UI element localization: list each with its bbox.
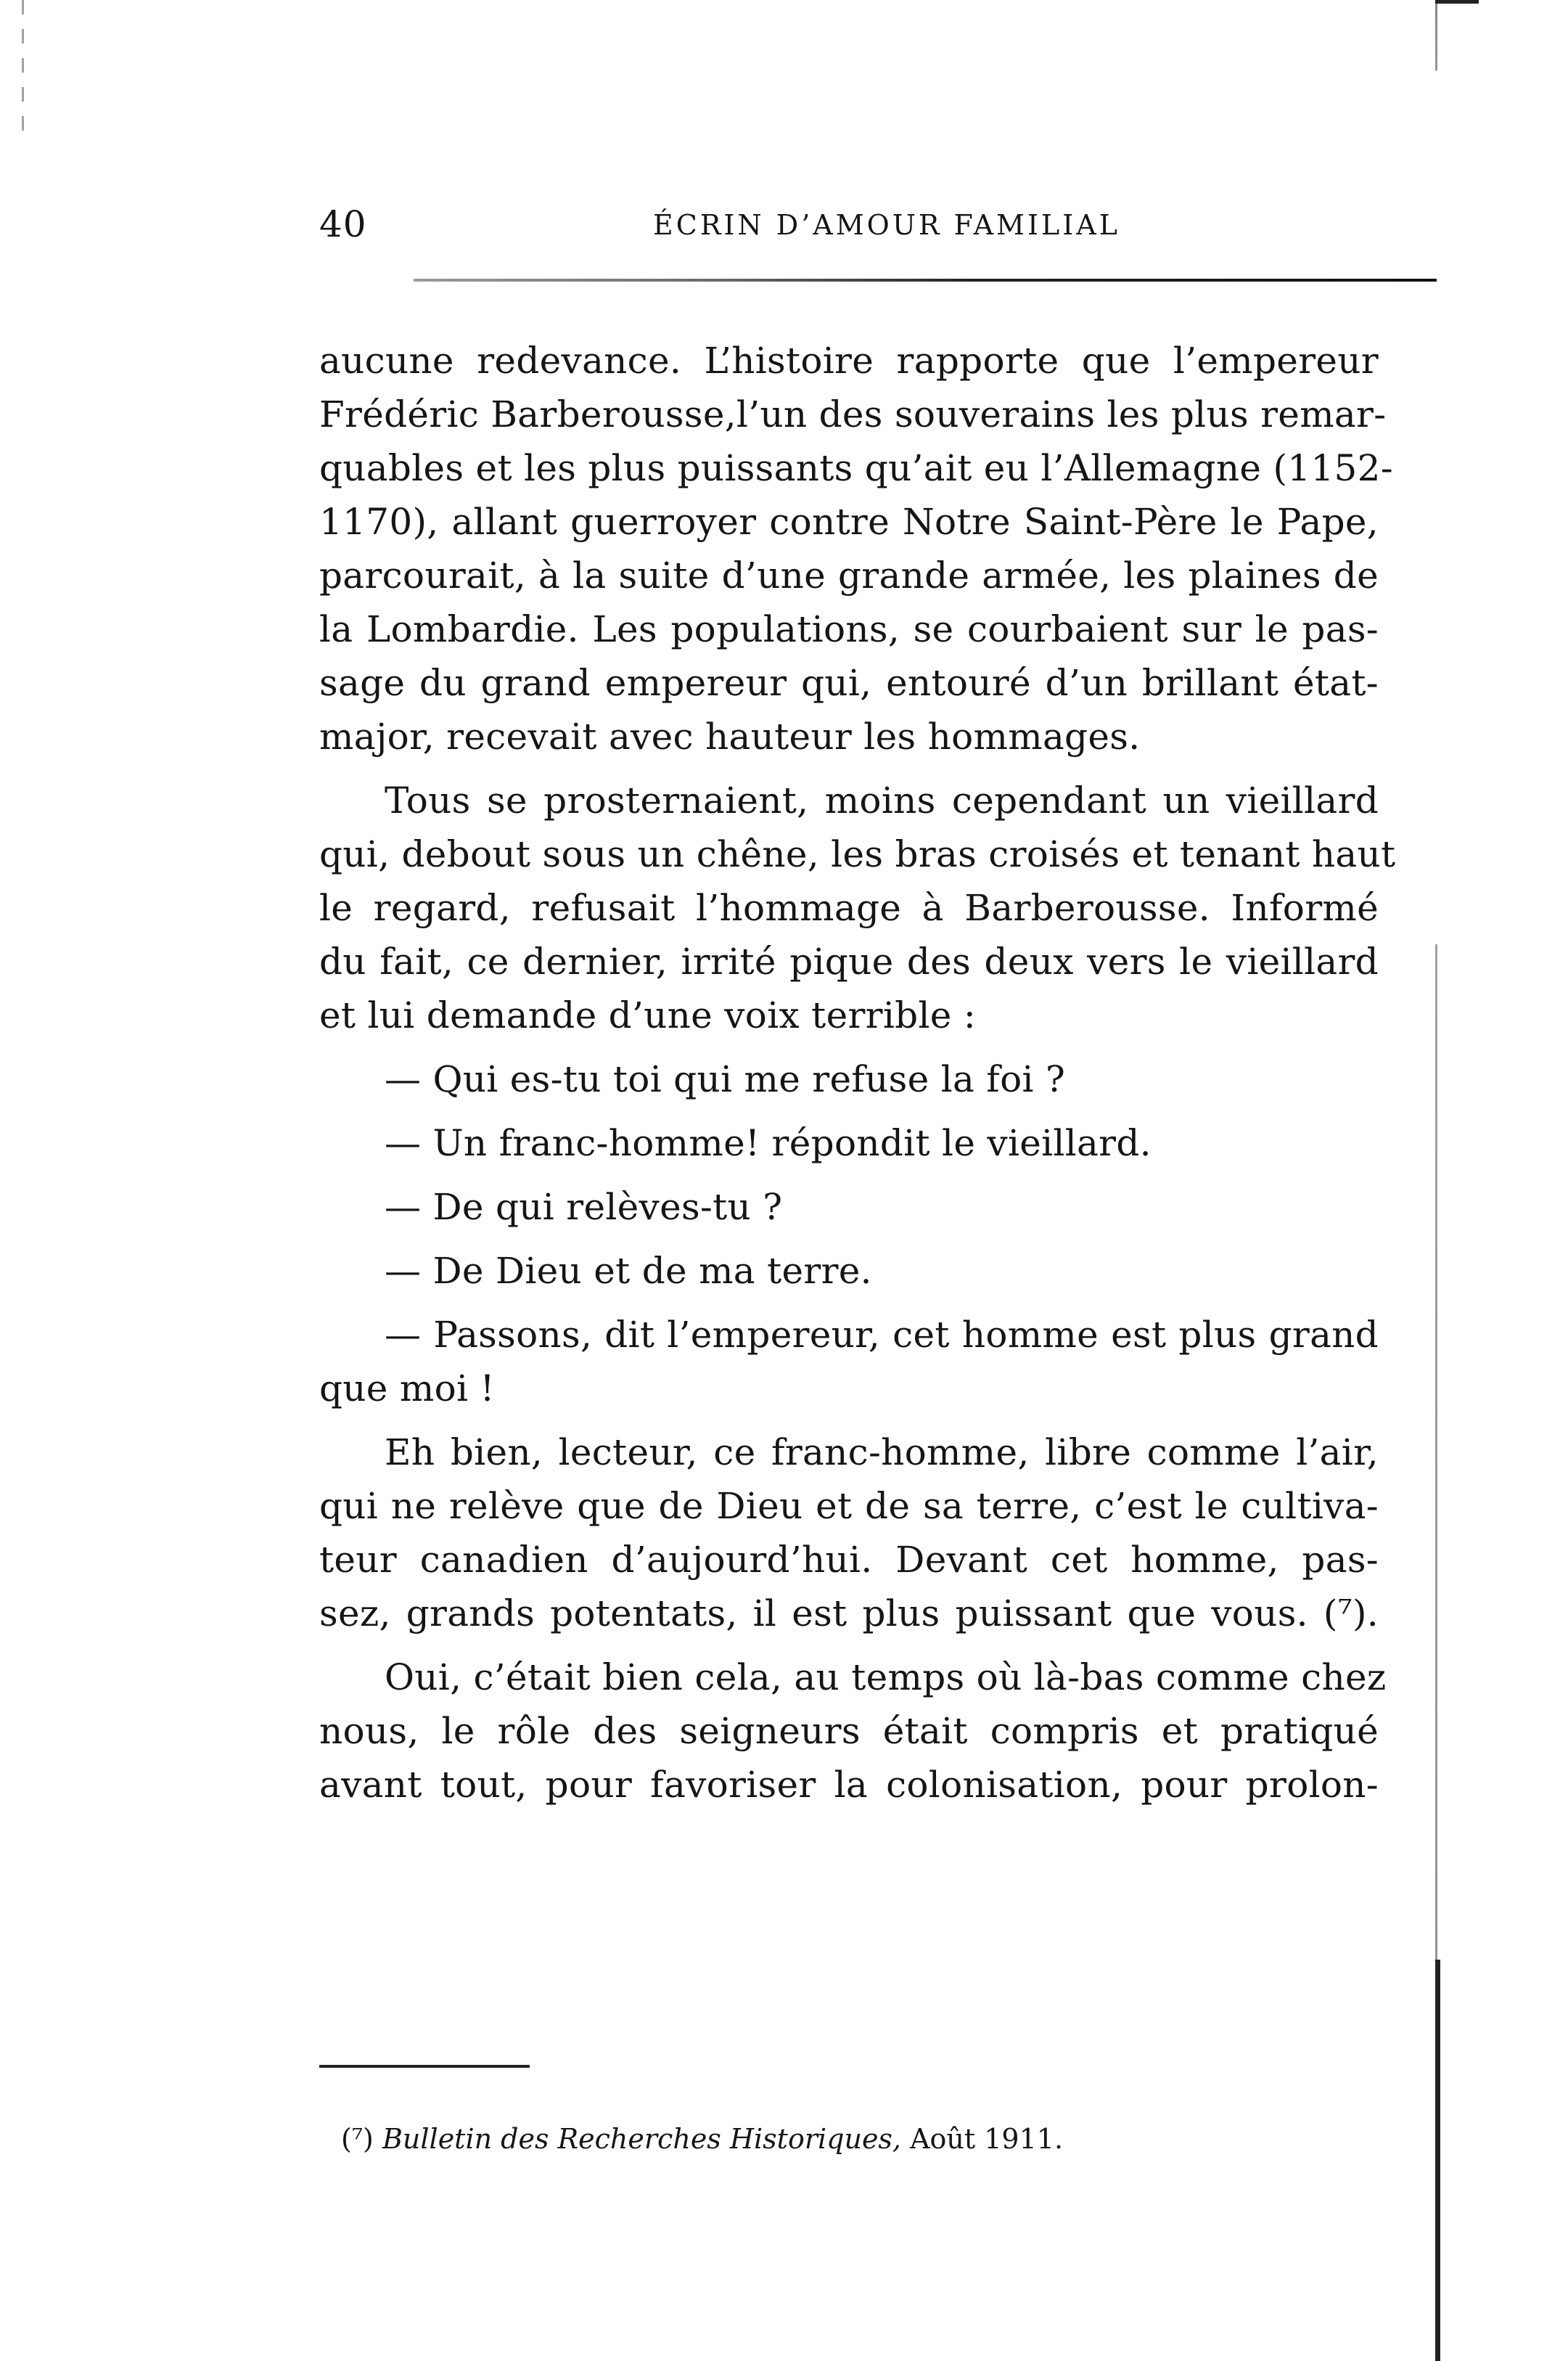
text-line: teur canadien d’aujourd’hui. Devant cet homme, pas-	[319, 1539, 1379, 1581]
scan-edge-right-top	[1435, 0, 1479, 4]
text-line: parcourait, à la suite d’une grande armée, les plaines de	[319, 555, 1379, 597]
page	[319, 196, 1396, 2155]
scan-edge-left	[22, 0, 24, 131]
text-line: major, recevait avec hauteur les hommages.	[319, 716, 1141, 758]
dialogue-line	[319, 1180, 1379, 1234]
paragraph	[319, 1650, 1387, 1812]
footnote-source: Bulletin des Recherches Historiques,	[382, 2123, 902, 2155]
text-line: nous, le rôle des seigneurs était compris et pratiqué	[319, 1710, 1379, 1752]
dialogue-line	[319, 1244, 1379, 1298]
text-line: sage du grand empereur qui, entouré d’un brillant état-	[319, 662, 1379, 704]
paragraph	[319, 334, 1393, 764]
text-line: — Qui es-tu toi qui me refuse la foi ?	[385, 1058, 1066, 1100]
text-line: — De Dieu et de ma terre.	[385, 1250, 872, 1292]
text-line: 1170), allant guerroyer contre Notre Saint-Père le Pape,	[319, 501, 1379, 543]
text-line: avant tout, pour favoriser la colonisation, pour prolon-	[319, 1764, 1379, 1806]
paragraph	[319, 1425, 1379, 1640]
dialogue-line	[319, 1052, 1379, 1106]
scan-edge-right-bottom	[1435, 1960, 1440, 2361]
text-line: la Lombardie. Les populations, se courbaient sur le pas-	[319, 608, 1379, 650]
text-line: et lui demande d’une voix terrible :	[319, 994, 976, 1036]
text-line: qui ne relève que de Dieu et de sa terre, c’est le cultiva-	[319, 1485, 1379, 1527]
text-line: Oui, c’était bien cela, au temps où là-bas comme chez	[385, 1656, 1387, 1698]
text-line: le regard, refusait l’hommage à Barberousse. Informé	[319, 887, 1379, 929]
text-line: — Passons, dit l’empereur, cet homme est plus grand	[385, 1314, 1379, 1356]
text-line: aucune redevance. L’histoire rapporte que l’empereur	[319, 340, 1379, 382]
text-line: quables et les plus puissants qu’ait eu l’Allemagne (1152-	[319, 447, 1393, 489]
main-text	[319, 334, 1396, 1812]
text-line: qui, debout sous un chêne, les bras croisés et tenant haut	[319, 833, 1396, 875]
text-line: — De qui relèves-tu ?	[385, 1186, 783, 1228]
text-line: Tous se prosternaient, moins cependant un vieillard	[385, 780, 1379, 822]
paragraph	[319, 774, 1396, 1042]
text-line: du fait, ce dernier, irrité pique des deux vers le vieillard	[319, 941, 1379, 983]
footnote-rule	[319, 2065, 530, 2068]
text-line: que moi !	[319, 1367, 495, 1409]
footnote-marker: (⁷)	[341, 2123, 374, 2155]
text-line: Frédéric Barberousse,l’un des souverains les plus remar-	[319, 393, 1387, 435]
text-line: — Un franc-homme! répondit le vieillard.	[385, 1122, 1152, 1164]
header-rule	[414, 279, 1437, 282]
page-number: 40	[319, 203, 367, 245]
page-header	[319, 196, 1379, 261]
footnote	[341, 2123, 1063, 2155]
dialogue-line	[319, 1116, 1379, 1170]
running-title: ÉCRIN D’AMOUR FAMILIAL	[653, 209, 1120, 241]
footnote-date: Août 1911.	[910, 2123, 1064, 2155]
text-line: sez, grands potentats, il est plus puissant que vous. (⁷).	[319, 1592, 1379, 1634]
dialogue-line	[319, 1308, 1379, 1415]
text-line: Eh bien, lecteur, ce franc-homme, libre comme l’air,	[385, 1431, 1379, 1473]
